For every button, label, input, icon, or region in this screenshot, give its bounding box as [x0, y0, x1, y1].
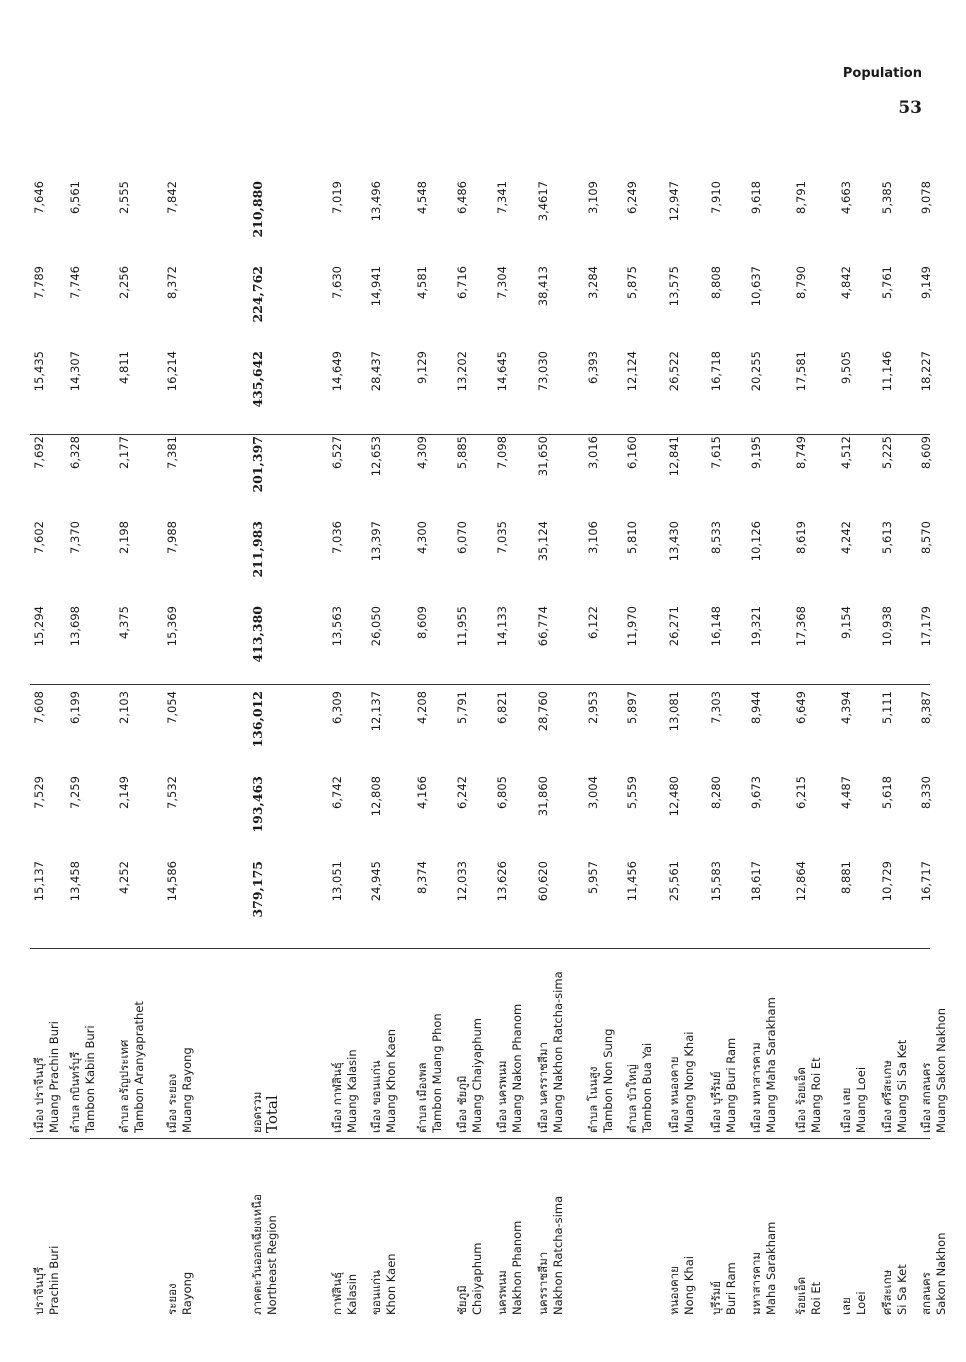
district-english: Muang Maha Sarakham [764, 997, 778, 1133]
district-cell [919, 955, 949, 1133]
district-thai: เมือง ศรีสะเกษ [880, 1060, 894, 1133]
province-english: Roi Et [809, 1281, 823, 1315]
population-value: 13,051 [330, 861, 344, 902]
province-english: Chaiyaphum [470, 1242, 484, 1315]
population-value: 7,602 [32, 521, 46, 554]
population-value: 13,081 [667, 691, 681, 732]
district-thai: ตำบล กบินทร์บุรี [68, 1051, 82, 1133]
province-cell [667, 1145, 697, 1315]
province-english: Sakon Nakhon [934, 1232, 948, 1315]
district-cell [667, 955, 697, 1133]
district-thai: เมือง สกลนคร [919, 1062, 933, 1133]
population-value: 8,791 [794, 181, 808, 214]
district-english: Tambon Kabin Buri [83, 1025, 97, 1133]
population-value: 19,321 [749, 606, 763, 647]
population-value: 8,330 [919, 776, 933, 809]
population-value: 413,380 [250, 606, 265, 663]
province-cell [455, 1145, 485, 1315]
population-value: 2,198 [117, 521, 131, 554]
population-value: 12,653 [369, 436, 383, 477]
population-value: 15,294 [32, 606, 46, 647]
population-value: 193,463 [250, 776, 265, 833]
district-cell [250, 955, 280, 1133]
population-value: 4,375 [117, 606, 131, 639]
province-thai: นครราชสีมา [536, 1251, 550, 1315]
district-english: Muang Kalasin [345, 1049, 359, 1133]
population-value: 20,255 [749, 351, 763, 392]
population-value: 7,746 [68, 266, 82, 299]
population-value: 3,016 [586, 436, 600, 469]
population-value: 8,609 [415, 606, 429, 639]
population-value: 4,309 [415, 436, 429, 469]
district-thai: เมือง ร้อยเอ็ด [794, 1067, 808, 1133]
district-cell [495, 955, 525, 1133]
population-value: 7,608 [32, 691, 46, 724]
district-english: Muang Roi Et [809, 1057, 823, 1133]
population-value: 4,548 [415, 181, 429, 214]
population-value: 7,304 [495, 266, 509, 299]
population-value: 7,842 [165, 181, 179, 214]
population-value: 2,256 [117, 266, 131, 299]
population-value: 8,372 [165, 266, 179, 299]
district-thai: เมือง ชัยภูมิ [455, 1075, 469, 1133]
population-value: 7,646 [32, 181, 46, 214]
population-value: 224,762 [250, 266, 265, 323]
district-thai: เมือง ระยอง [165, 1073, 179, 1133]
population-value: 13,430 [667, 521, 681, 562]
population-value: 5,559 [625, 776, 639, 809]
population-value: 9,195 [749, 436, 763, 469]
population-value: 25,561 [667, 861, 681, 902]
province-thai: ศรีสะเกษ [880, 1269, 894, 1315]
province-english: Buri Ram [724, 1262, 738, 1315]
population-value: 9,618 [749, 181, 763, 214]
population-value: 8,609 [919, 436, 933, 469]
province-english: Si Sa Ket [895, 1264, 909, 1315]
population-value: 2,149 [117, 776, 131, 809]
district-cell [165, 955, 195, 1133]
province-cell [919, 1145, 949, 1315]
province-cell [165, 1145, 195, 1315]
population-value: 26,271 [667, 606, 681, 647]
province-english: Loei [854, 1291, 868, 1315]
population-value: 16,148 [709, 606, 723, 647]
population-value: 15,137 [32, 861, 46, 902]
province-cell [839, 1145, 869, 1315]
population-value: 3,4617 [536, 181, 550, 222]
population-value: 6,486 [455, 181, 469, 214]
population-value: 16,214 [165, 351, 179, 392]
population-table [30, 135, 948, 1315]
population-value: 7,988 [165, 521, 179, 554]
population-value: 18,617 [749, 861, 763, 902]
population-value: 3,106 [586, 521, 600, 554]
population-value: 4,394 [839, 691, 853, 724]
population-value: 6,122 [586, 606, 600, 639]
population-value: 8,808 [709, 266, 723, 299]
population-value: 7,615 [709, 436, 723, 469]
population-value: 5,897 [625, 691, 639, 724]
population-value: 5,875 [625, 266, 639, 299]
population-value: 8,944 [749, 691, 763, 724]
province-thai: ร้อยเอ็ด [794, 1276, 808, 1315]
population-value: 6,242 [455, 776, 469, 809]
province-thai: สกลนคร [919, 1272, 933, 1315]
running-header-title: Population [842, 66, 922, 81]
population-value: 6,199 [68, 691, 82, 724]
population-value: 8,749 [794, 436, 808, 469]
population-value: 6,215 [794, 776, 808, 809]
population-value: 10,729 [880, 861, 894, 902]
population-value: 13,458 [68, 861, 82, 902]
population-value: 15,369 [165, 606, 179, 647]
district-thai: เมือง นครราชสีมา [536, 1042, 550, 1133]
province-cell [495, 1145, 525, 1315]
population-value: 9,129 [415, 351, 429, 384]
district-english: Muang Chaiyaphum [470, 1018, 484, 1133]
population-value: 7,098 [495, 436, 509, 469]
province-thai: หนองคาย [667, 1266, 681, 1315]
population-value: 7,789 [32, 266, 46, 299]
district-thai: เมือง นครพนม [495, 1060, 509, 1133]
district-cell [455, 955, 485, 1133]
population-value: 211,983 [250, 521, 265, 578]
population-value: 8,533 [709, 521, 723, 554]
district-thai: เมือง บุรีรัมย์ [709, 1071, 723, 1133]
district-thai: ตำบล โนนสูง [586, 1066, 600, 1133]
population-value: 3,004 [586, 776, 600, 809]
population-value: 17,581 [794, 351, 808, 392]
population-value: 31,650 [536, 436, 550, 477]
district-thai: ตำบล อรัญประเทศ [117, 1039, 131, 1133]
population-value: 12,808 [369, 776, 383, 817]
population-value: 10,637 [749, 266, 763, 307]
population-value: 9,154 [839, 606, 853, 639]
population-value: 136,012 [250, 691, 265, 748]
district-thai: เมือง ขอนแก่น [369, 1060, 383, 1133]
population-value: 3,284 [586, 266, 600, 299]
population-value: 14,649 [330, 351, 344, 392]
province-english: Khon Kaen [384, 1253, 398, 1315]
population-value: 2,953 [586, 691, 600, 724]
district-english: Muang Nakon Phanom [510, 1003, 524, 1133]
district-cell [330, 955, 360, 1133]
population-value: 14,586 [165, 861, 179, 902]
population-value: 7,910 [709, 181, 723, 214]
population-value: 18,227 [919, 351, 933, 392]
population-value: 7,532 [165, 776, 179, 809]
population-value: 6,393 [586, 351, 600, 384]
population-value: 8,881 [839, 861, 853, 894]
population-value: 201,397 [250, 436, 265, 493]
district-english: Muang Rayong [180, 1047, 194, 1133]
population-value: 6,649 [794, 691, 808, 724]
population-value: 2,177 [117, 436, 131, 469]
population-value: 2,555 [117, 181, 131, 214]
population-value: 4,252 [117, 861, 131, 894]
district-cell [586, 955, 616, 1133]
population-value: 17,179 [919, 606, 933, 647]
population-value: 7,035 [495, 521, 509, 554]
population-value: 7,630 [330, 266, 344, 299]
province-cell [32, 1145, 62, 1315]
population-value: 15,583 [709, 861, 723, 902]
population-value: 13,202 [455, 351, 469, 392]
district-cell [536, 955, 566, 1133]
district-cell [794, 955, 824, 1133]
population-value: 9,505 [839, 351, 853, 384]
province-english: Nong Khai [682, 1256, 696, 1315]
population-value: 13,575 [667, 266, 681, 307]
province-thai: ระยอง [165, 1283, 179, 1315]
population-value: 12,947 [667, 181, 681, 222]
population-value: 9,673 [749, 776, 763, 809]
population-value: 11,146 [880, 351, 894, 392]
population-value: 7,303 [709, 691, 723, 724]
population-value: 12,124 [625, 351, 639, 392]
province-thai: นครพนม [495, 1270, 509, 1315]
population-value: 28,437 [369, 351, 383, 392]
province-thai: ปราจีนบุรี [32, 1266, 46, 1315]
population-value: 35,124 [536, 521, 550, 562]
district-cell [749, 955, 779, 1133]
population-value: 4,208 [415, 691, 429, 724]
population-value: 6,309 [330, 691, 344, 724]
population-value: 8,570 [919, 521, 933, 554]
province-thai: กาฬสินธุ์ [330, 1271, 344, 1315]
province-thai: มหาสารคาม [749, 1251, 763, 1315]
district-english: Total [263, 1095, 281, 1133]
population-value: 4,166 [415, 776, 429, 809]
population-value: 5,791 [455, 691, 469, 724]
district-english: Muang Nakhon Ratcha-sima [551, 971, 565, 1133]
province-english: Northeast Region [265, 1215, 279, 1315]
column-rule [30, 1138, 930, 1139]
population-value: 5,385 [880, 181, 894, 214]
population-value: 16,718 [709, 351, 723, 392]
population-value: 5,810 [625, 521, 639, 554]
population-value: 24,945 [369, 861, 383, 902]
population-value: 13,496 [369, 181, 383, 222]
population-value: 7,036 [330, 521, 344, 554]
province-english: Nakhon Phanom [510, 1220, 524, 1315]
population-value: 26,050 [369, 606, 383, 647]
district-cell [117, 955, 147, 1133]
district-cell [709, 955, 739, 1133]
population-value: 17,368 [794, 606, 808, 647]
population-value: 6,249 [625, 181, 639, 214]
population-value: 8,387 [919, 691, 933, 724]
population-value: 13,698 [68, 606, 82, 647]
population-value: 6,561 [68, 181, 82, 214]
population-value: 4,663 [839, 181, 853, 214]
district-thai: เมือง มหาสารคาม [749, 1042, 763, 1133]
population-value: 8,790 [794, 266, 808, 299]
population-value: 3,109 [586, 181, 600, 214]
population-value: 11,970 [625, 606, 639, 647]
province-cell [794, 1145, 824, 1315]
population-value: 8,374 [415, 861, 429, 894]
district-thai: เมือง ปราจีนบุรี [32, 1057, 46, 1133]
population-value: 5,761 [880, 266, 894, 299]
population-value: 12,864 [794, 861, 808, 902]
population-value: 7,019 [330, 181, 344, 214]
population-value: 7,054 [165, 691, 179, 724]
population-value: 6,160 [625, 436, 639, 469]
population-value: 6,070 [455, 521, 469, 554]
population-value: 6,805 [495, 776, 509, 809]
population-value: 5,957 [586, 861, 600, 894]
province-thai: ขอนแก่น [369, 1270, 383, 1315]
district-thai: เมือง กาฬสินธุ์ [330, 1062, 344, 1133]
province-cell [536, 1145, 566, 1315]
population-value: 6,742 [330, 776, 344, 809]
population-value: 12,033 [455, 861, 469, 902]
population-value: 5,885 [455, 436, 469, 469]
population-value: 5,618 [880, 776, 894, 809]
district-english: Tambon Muang Phon [430, 1013, 444, 1133]
population-value: 6,821 [495, 691, 509, 724]
province-english: Nakhon Ratcha-sima [551, 1195, 565, 1315]
district-english: Tambon Non Sung [601, 1028, 615, 1133]
population-value: 7,341 [495, 181, 509, 214]
population-value: 14,307 [68, 351, 82, 392]
population-value: 210,880 [250, 181, 265, 238]
population-value: 10,938 [880, 606, 894, 647]
district-english: Tambon Aranyaprathet [132, 1001, 146, 1133]
population-value: 66,774 [536, 606, 550, 647]
population-value: 12,480 [667, 776, 681, 817]
column-rule [30, 948, 930, 949]
population-value: 12,841 [667, 436, 681, 477]
province-cell [709, 1145, 739, 1315]
population-value: 5,225 [880, 436, 894, 469]
district-cell [415, 955, 445, 1133]
district-english: Muang Loei [854, 1066, 868, 1133]
population-value: 7,259 [68, 776, 82, 809]
population-value: 435,642 [250, 351, 265, 408]
population-value: 8,280 [709, 776, 723, 809]
district-thai: ตำบล เมืองพล [415, 1062, 429, 1133]
province-cell [880, 1145, 910, 1315]
population-value: 9,078 [919, 181, 933, 214]
province-english: Kalasin [345, 1273, 359, 1315]
population-value: 16,717 [919, 861, 933, 902]
population-value: 38,413 [536, 266, 550, 307]
province-english: Maha Sarakham [764, 1221, 778, 1315]
population-value: 5,613 [880, 521, 894, 554]
population-value: 13,397 [369, 521, 383, 562]
population-value: 8,619 [794, 521, 808, 554]
district-english: Muang Prachin Buri [47, 1021, 61, 1133]
district-cell [68, 955, 98, 1133]
population-value: 6,328 [68, 436, 82, 469]
province-thai: ภาคตะวันออกเฉียงเหนือ [250, 1194, 264, 1315]
population-value: 11,456 [625, 861, 639, 902]
population-value: 60,620 [536, 861, 550, 902]
population-value: 4,842 [839, 266, 853, 299]
group-rule [30, 684, 930, 685]
population-value: 4,581 [415, 266, 429, 299]
population-value: 7,692 [32, 436, 46, 469]
district-english: Muang Nong Khai [682, 1031, 696, 1133]
province-cell [369, 1145, 399, 1315]
province-thai: ชัยภูมิ [455, 1285, 469, 1315]
province-english: Rayong [180, 1271, 194, 1315]
province-cell [330, 1145, 360, 1315]
population-value: 12,137 [369, 691, 383, 732]
district-cell [32, 955, 62, 1133]
population-value: 9,149 [919, 266, 933, 299]
group-rule [30, 434, 930, 435]
district-cell [839, 955, 869, 1133]
population-value: 73,030 [536, 351, 550, 392]
population-value: 14,645 [495, 351, 509, 392]
population-value: 13,563 [330, 606, 344, 647]
page-number: 53 [898, 98, 922, 118]
province-thai: บุรีรัมย์ [709, 1281, 723, 1315]
district-english: Muang Khon Kaen [384, 1028, 398, 1133]
district-thai: ตำบล บัวใหญ่ [625, 1064, 639, 1133]
population-value: 13,626 [495, 861, 509, 902]
population-value: 7,529 [32, 776, 46, 809]
district-thai: เมือง เลย [839, 1087, 853, 1133]
population-value: 7,381 [165, 436, 179, 469]
province-thai: เลย [839, 1297, 853, 1315]
population-value: 28,760 [536, 691, 550, 732]
population-value: 2,103 [117, 691, 131, 724]
population-value: 14,133 [495, 606, 509, 647]
province-cell [749, 1145, 779, 1315]
district-thai: ยอดรวม [250, 1091, 264, 1133]
district-thai: เมือง หนองคาย [667, 1056, 681, 1133]
district-english: Muang Buri Ram [724, 1037, 738, 1133]
population-value: 10,126 [749, 521, 763, 562]
population-value: 26,522 [667, 351, 681, 392]
population-value: 4,300 [415, 521, 429, 554]
population-value: 6,527 [330, 436, 344, 469]
population-value: 7,370 [68, 521, 82, 554]
population-value: 6,716 [455, 266, 469, 299]
population-value: 5,111 [880, 691, 894, 724]
district-cell [880, 955, 910, 1133]
district-cell [369, 955, 399, 1133]
province-english: Prachin Buri [47, 1245, 61, 1315]
population-value: 4,242 [839, 521, 853, 554]
population-value: 14,941 [369, 266, 383, 307]
population-value: 11,955 [455, 606, 469, 647]
population-value: 31,860 [536, 776, 550, 817]
population-value: 379,175 [250, 861, 265, 918]
district-cell [625, 955, 655, 1133]
population-value: 4,487 [839, 776, 853, 809]
district-english: Muang Sakon Nakhon [934, 1007, 948, 1133]
district-english: Muang Si Sa Ket [895, 1039, 909, 1133]
population-value: 4,811 [117, 351, 131, 384]
population-value: 15,435 [32, 351, 46, 392]
district-english: Tambon Bua Yai [640, 1042, 654, 1133]
province-cell [250, 1145, 280, 1315]
population-value: 4,512 [839, 436, 853, 469]
